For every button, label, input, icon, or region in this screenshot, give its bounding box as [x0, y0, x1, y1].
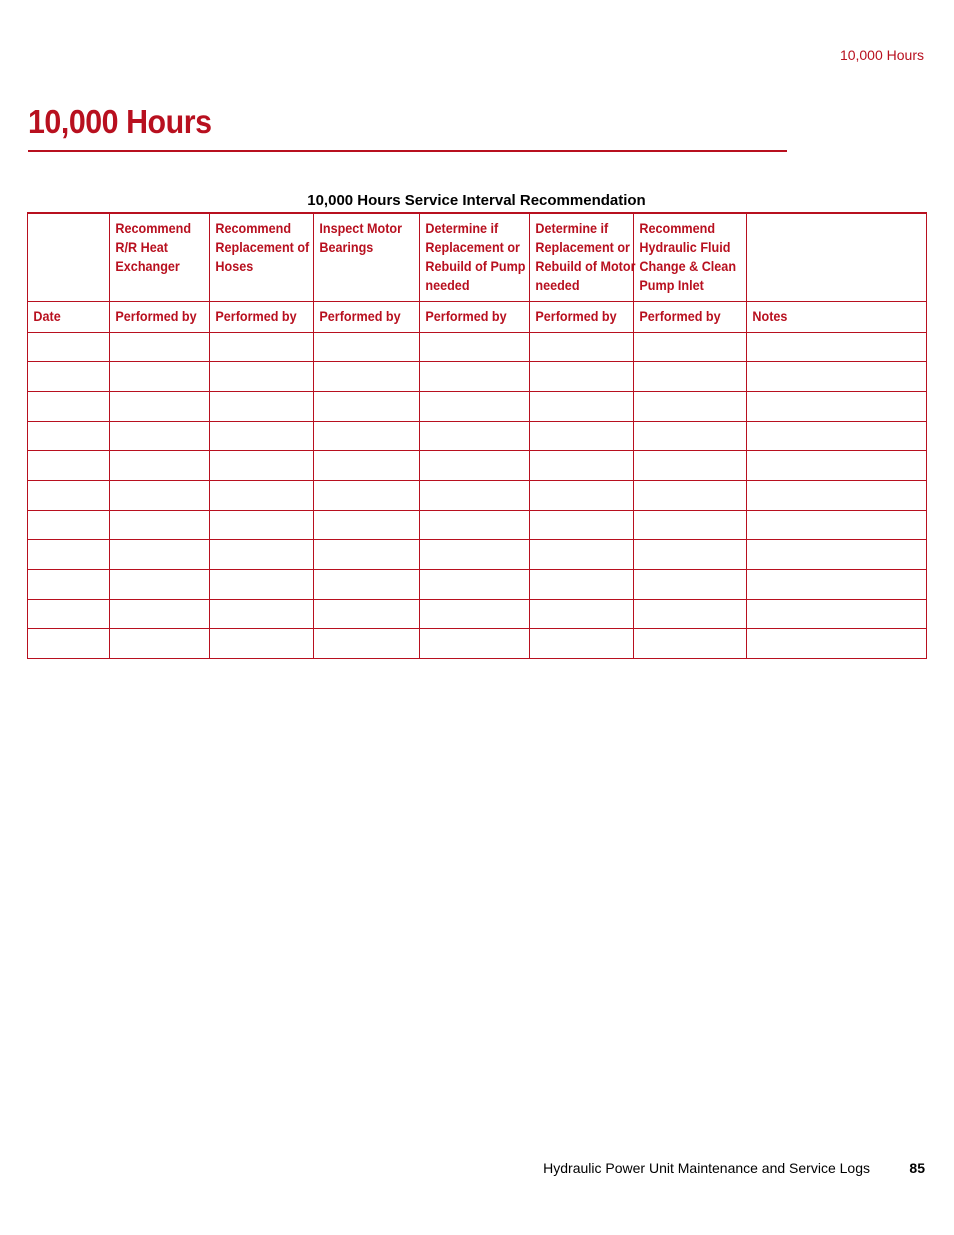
column-header-notes: Notes — [752, 308, 788, 324]
page-title: 10,000 Hours — [28, 103, 212, 140]
log-cell — [314, 421, 420, 451]
log-cell — [747, 599, 927, 629]
task-header-cell — [530, 213, 634, 301]
task-header-label: Recommend Hydraulic Fluid Change & Clean Pump Inlet — [639, 220, 737, 293]
log-cell — [530, 421, 634, 451]
task-header-label: Determine if Replacement or Rebuild of Motor needed — [535, 220, 636, 293]
log-cell — [314, 451, 420, 481]
table-row — [28, 451, 927, 481]
log-cell — [420, 629, 530, 659]
task-header-cell — [28, 213, 110, 301]
log-cell — [210, 570, 314, 600]
log-cell — [210, 421, 314, 451]
column-header-cell — [314, 301, 420, 332]
log-cell — [634, 570, 747, 600]
table-row — [28, 480, 927, 510]
log-cell — [634, 391, 747, 421]
log-cell — [210, 451, 314, 481]
log-cell — [530, 570, 634, 600]
column-header-performed-by: Performed by — [319, 308, 401, 324]
log-cell — [420, 599, 530, 629]
table-row — [28, 362, 927, 392]
log-cell — [28, 451, 110, 481]
log-cell — [420, 332, 530, 362]
column-header-performed-by: Performed by — [425, 308, 507, 324]
log-cell — [747, 510, 927, 540]
task-header-cell — [210, 213, 314, 301]
log-cell — [28, 362, 110, 392]
log-cell — [747, 480, 927, 510]
column-header-cell — [420, 301, 530, 332]
log-cell — [420, 480, 530, 510]
log-cell — [634, 540, 747, 570]
log-cell — [314, 391, 420, 421]
task-header-cell — [110, 213, 210, 301]
log-cell — [110, 451, 210, 481]
log-cell — [634, 362, 747, 392]
log-cell — [634, 421, 747, 451]
service-log-table — [27, 212, 927, 659]
table-row — [28, 540, 927, 570]
task-header-label: Recommend Replacement of Hoses — [215, 220, 310, 274]
log-cell — [110, 480, 210, 510]
log-cell — [634, 510, 747, 540]
table-row — [28, 332, 927, 362]
log-cell — [110, 421, 210, 451]
log-cell — [110, 332, 210, 362]
log-cell — [530, 391, 634, 421]
task-header-label — [28, 214, 118, 219]
footer-document-title: Hydraulic Power Unit Maintenance and Service Logs — [543, 1160, 870, 1176]
log-cell — [634, 599, 747, 629]
log-cell — [420, 510, 530, 540]
log-cell — [28, 480, 110, 510]
log-cell — [210, 332, 314, 362]
log-cell — [110, 510, 210, 540]
log-cell — [28, 540, 110, 570]
column-header-cell — [28, 301, 110, 332]
log-cell — [530, 540, 634, 570]
log-cell — [314, 570, 420, 600]
log-cell — [28, 391, 110, 421]
log-cell — [747, 540, 927, 570]
task-header-cell — [634, 213, 747, 301]
table-row — [28, 629, 927, 659]
log-cell — [210, 510, 314, 540]
log-cell — [420, 391, 530, 421]
log-cell — [747, 421, 927, 451]
log-cell — [530, 599, 634, 629]
log-cell — [530, 480, 634, 510]
log-cell — [210, 540, 314, 570]
task-header-label: Recommend R/R Heat Exchanger — [115, 220, 192, 274]
log-cell — [747, 332, 927, 362]
log-cell — [420, 540, 530, 570]
log-cell — [530, 629, 634, 659]
log-cell — [634, 451, 747, 481]
log-cell — [747, 451, 927, 481]
column-header-date: Date — [33, 308, 61, 324]
log-cell — [210, 629, 314, 659]
log-cell — [210, 362, 314, 392]
log-cell — [530, 510, 634, 540]
title-divider — [28, 150, 787, 152]
column-header-performed-by: Performed by — [535, 308, 617, 324]
log-cell — [314, 599, 420, 629]
log-cell — [747, 391, 927, 421]
log-cell — [420, 421, 530, 451]
column-header-row — [28, 301, 927, 332]
table-row — [28, 599, 927, 629]
log-cell — [110, 362, 210, 392]
task-header-row — [28, 213, 927, 301]
log-cell — [110, 629, 210, 659]
column-header-performed-by: Performed by — [115, 308, 197, 324]
log-cell — [28, 421, 110, 451]
task-header-cell — [420, 213, 530, 301]
log-cell — [747, 362, 927, 392]
log-cell — [28, 510, 110, 540]
task-header-cell — [314, 213, 420, 301]
log-cell — [314, 510, 420, 540]
log-cell — [210, 599, 314, 629]
task-header-label: Determine if Replacement or Rebuild of Pump needed — [425, 220, 526, 293]
table-caption: 10,000 Hours Service Interval Recommendation — [307, 192, 646, 209]
log-cell — [634, 332, 747, 362]
log-cell — [28, 599, 110, 629]
log-cell — [634, 629, 747, 659]
column-header-performed-by: Performed by — [215, 308, 297, 324]
log-cell — [747, 570, 927, 600]
log-cell — [314, 332, 420, 362]
task-header-cell — [747, 213, 927, 301]
running-header: 10,000 Hours — [839, 47, 924, 63]
log-cell — [210, 480, 314, 510]
column-header-cell — [210, 301, 314, 332]
table-row — [28, 510, 927, 540]
log-cell — [110, 540, 210, 570]
page-number: 85 — [909, 1160, 925, 1176]
log-cell — [28, 570, 110, 600]
table-row — [28, 421, 927, 451]
log-cell — [530, 332, 634, 362]
log-cell — [420, 570, 530, 600]
log-cell — [314, 362, 420, 392]
log-cell — [634, 480, 747, 510]
log-cell — [530, 451, 634, 481]
log-cell — [314, 480, 420, 510]
log-cell — [110, 570, 210, 600]
column-header-performed-by: Performed by — [639, 308, 721, 324]
table-row — [28, 391, 927, 421]
log-cell — [747, 629, 927, 659]
log-cell — [314, 629, 420, 659]
log-cell — [110, 599, 210, 629]
log-cell — [420, 451, 530, 481]
column-header-cell — [530, 301, 634, 332]
log-cell — [28, 332, 110, 362]
log-cell — [28, 629, 110, 659]
table-row — [28, 570, 927, 600]
task-header-label — [747, 214, 935, 219]
log-cell — [420, 362, 530, 392]
log-cell — [110, 391, 210, 421]
log-cell — [530, 362, 634, 392]
column-header-cell — [110, 301, 210, 332]
task-header-label: Inspect Motor Bearings — [319, 220, 403, 255]
log-cell — [314, 540, 420, 570]
log-cell — [210, 391, 314, 421]
column-header-cell — [634, 301, 747, 332]
column-header-cell — [747, 301, 927, 332]
